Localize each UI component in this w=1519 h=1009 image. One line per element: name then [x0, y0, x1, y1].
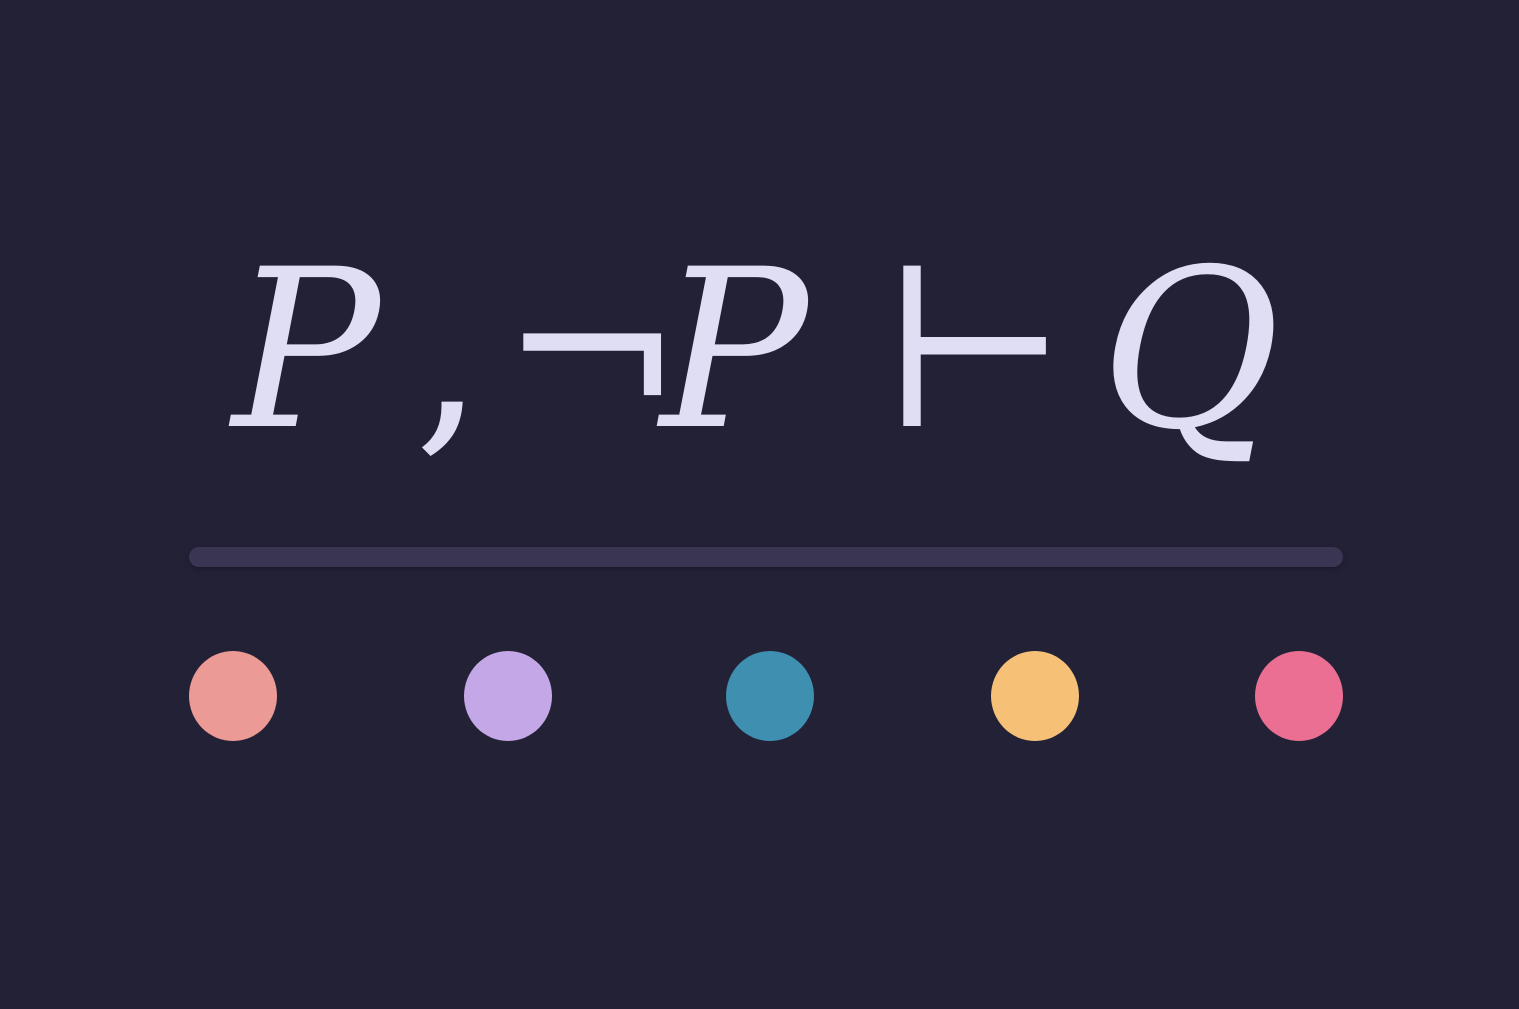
palette-swatch-5	[1255, 651, 1343, 741]
palette-swatch-4	[991, 651, 1079, 741]
formula-premise-2: P	[660, 222, 809, 478]
palette-swatch-3	[726, 651, 814, 741]
palette-swatch-1	[189, 651, 277, 741]
formula-premise-1: P	[232, 222, 381, 478]
formula-conclusion: Q	[1100, 222, 1281, 478]
formula-negation: ¬	[500, 222, 685, 478]
formula-comma: ,	[414, 222, 484, 478]
formula-turnstile: ⊢	[880, 222, 1070, 478]
palette-swatch-2	[464, 651, 552, 741]
divider-bar	[189, 547, 1343, 567]
